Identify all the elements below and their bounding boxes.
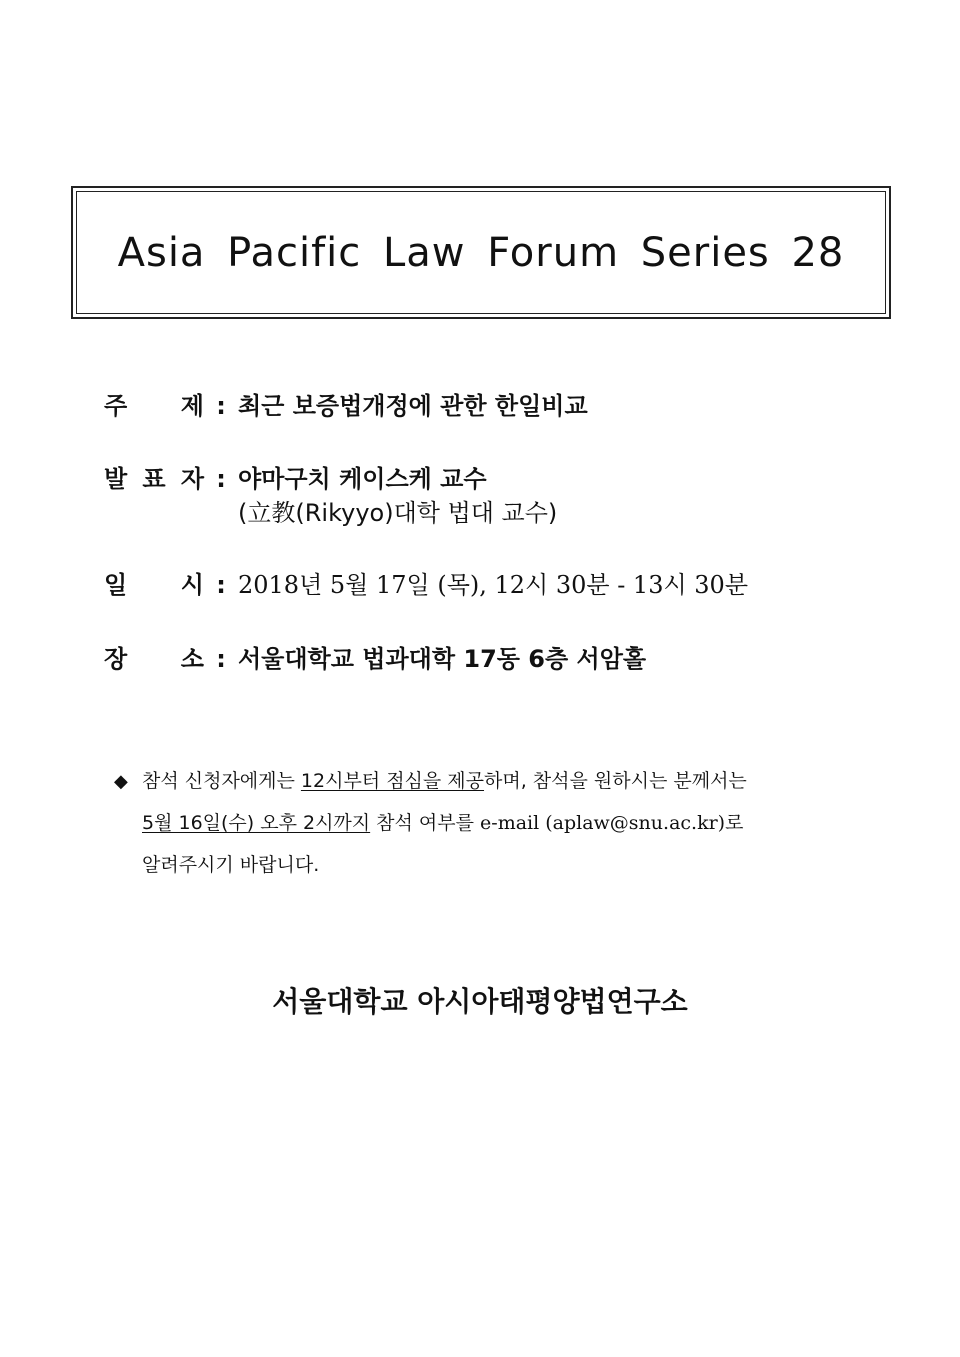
venue-label: 장 소 bbox=[104, 645, 204, 673]
diamond-bullet-icon: ◆ bbox=[114, 771, 128, 792]
datetime-value: 2018년 5월 17일 (목), 12시 30분 - 13시 30분 bbox=[238, 571, 749, 599]
notice-line-1 bbox=[114, 768, 747, 795]
datetime-colon: : bbox=[216, 571, 226, 599]
title-box bbox=[71, 186, 891, 319]
datetime-label: 일 시 bbox=[104, 571, 204, 599]
notice-lunch-underlined: 12시부터 점심을 제공 bbox=[300, 770, 485, 792]
notice-line-2 bbox=[142, 810, 743, 836]
notice-email-text: 참석 여부를 e-mail (aplaw@snu.ac.kr)로 bbox=[370, 812, 744, 834]
notice-text-1a: 참석 신청자에게는 bbox=[142, 770, 301, 792]
topic-row bbox=[104, 391, 588, 421]
notice-text-1b: 하며, 참석을 원하시는 분께서는 bbox=[484, 770, 747, 792]
speaker-colon: : bbox=[216, 465, 226, 493]
notice-line-3: 알려주시기 바랍니다. bbox=[142, 854, 320, 876]
topic-colon: : bbox=[216, 392, 226, 420]
speaker-row bbox=[104, 464, 487, 494]
organization-name: 서울대학교 아시아태평양법연구소 bbox=[272, 985, 688, 1018]
venue-value: 서울대학교 법과대학 17동 6층 서암홀 bbox=[238, 645, 647, 673]
notice-deadline-underlined: 5월 16일(수) 오후 2시까지 bbox=[142, 812, 371, 834]
venue-colon: : bbox=[216, 645, 226, 673]
datetime-row bbox=[104, 570, 748, 600]
topic-label: 주 제 bbox=[104, 392, 204, 420]
speaker-affiliation: (立教(Rikyyo)대학 법대 교수) bbox=[238, 499, 558, 527]
venue-row bbox=[104, 644, 646, 674]
speaker-label: 발 표 자 bbox=[104, 465, 204, 493]
topic-value: 최근 보증법개정에 관한 한일비교 bbox=[238, 392, 588, 420]
speaker-value: 야마구치 케이스케 교수 bbox=[238, 465, 487, 493]
page-title: Asia Pacific Law Forum Series 28 bbox=[117, 229, 845, 276]
